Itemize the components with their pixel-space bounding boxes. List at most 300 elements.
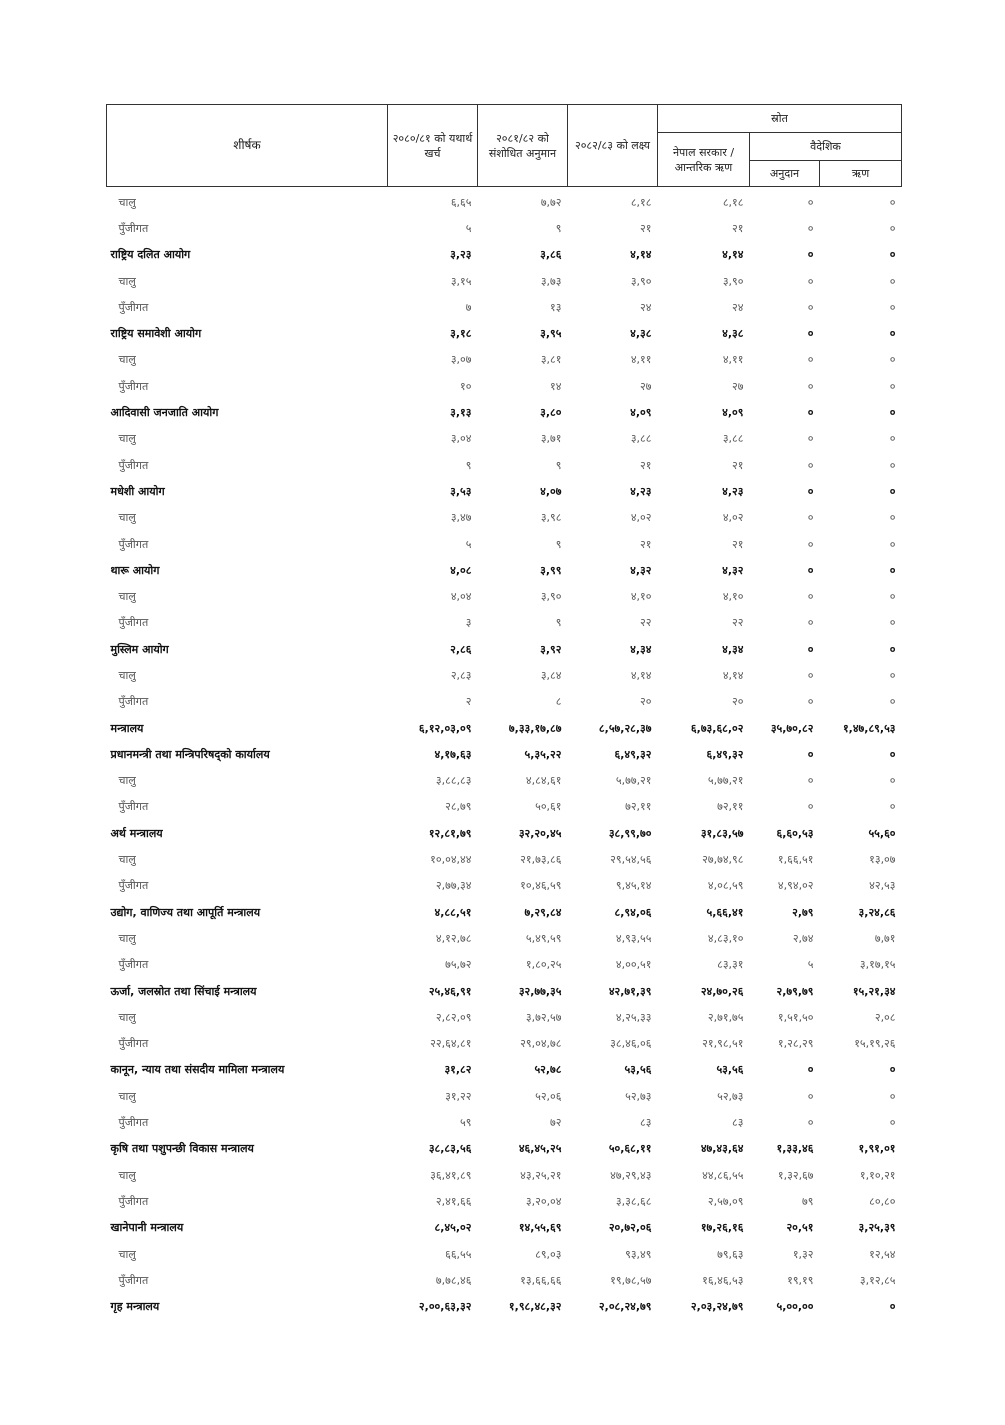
value-actual: ४,१२,७८ <box>435 931 472 945</box>
row-label: खानेपानी मन्त्रालय <box>110 1221 184 1235</box>
value-target: ४,११ <box>630 353 652 367</box>
value-grant: २०,५१ <box>786 1221 814 1235</box>
value-revised: ९ <box>555 221 562 235</box>
value-actual: ३ <box>465 616 472 630</box>
value-grant: ० <box>807 616 814 630</box>
row-label: आदिवासी जनजाति आयोग <box>110 406 219 420</box>
value-grant: ६,६०,५३ <box>776 826 814 840</box>
value-grant: ० <box>807 537 814 551</box>
value-loan: ० <box>889 1089 896 1103</box>
row-label: चालु <box>118 432 136 446</box>
value-target: ४,३२ <box>630 563 652 577</box>
value-nepal-government: ८,१८ <box>722 195 744 209</box>
value-target: २४ <box>640 300 652 314</box>
value-actual: ३८,८३,५६ <box>428 1142 472 1156</box>
row-label: चालु <box>118 511 136 525</box>
value-nepal-government: ३१,८३,५७ <box>700 826 744 840</box>
value-actual: ४,०८ <box>450 563 472 577</box>
value-actual: ३,८८,८३ <box>435 774 472 788</box>
row-label: पुँजीगत <box>118 1116 149 1130</box>
value-revised: ३२,७७,३५ <box>518 984 562 998</box>
value-revised: ३,८४ <box>540 668 562 682</box>
value-loan: ० <box>889 327 896 341</box>
value-target: २७ <box>640 379 652 393</box>
value-actual: ३,०७ <box>450 353 472 367</box>
value-loan: ३,१२,८५ <box>859 1273 896 1287</box>
value-target: ८,५७,२८,३७ <box>598 721 652 735</box>
value-revised: ३२,२०,४५ <box>518 826 562 840</box>
row-label: पुँजीगत <box>118 379 149 393</box>
value-nepal-government: २४,७०,२६ <box>700 984 744 998</box>
value-nepal-government: ४,११ <box>722 353 744 367</box>
value-loan: ० <box>889 668 896 682</box>
table-row <box>107 452 902 478</box>
table-row <box>107 952 902 978</box>
row-label: चालु <box>118 353 136 367</box>
value-grant: ० <box>807 195 814 209</box>
row-label: प्रधानमन्त्री तथा मन्त्रिपरिषद्को कार्यालय <box>110 747 270 761</box>
table-row <box>107 846 902 872</box>
value-target: ६,४९,३२ <box>614 747 652 761</box>
value-grant: ० <box>807 642 814 656</box>
row-label: चालु <box>118 1247 136 1261</box>
value-grant: १,६६,५१ <box>777 853 814 867</box>
value-grant: ० <box>807 511 814 525</box>
value-nepal-government: ३,९० <box>722 274 744 288</box>
value-target: ९३,४९ <box>625 1247 652 1261</box>
value-loan: ० <box>889 406 896 420</box>
value-nepal-government: ५,७७,२१ <box>707 774 744 788</box>
value-grant: ० <box>807 590 814 604</box>
value-target: ४,००,५१ <box>615 958 652 972</box>
value-actual: ५ <box>465 221 472 235</box>
row-label: चालु <box>118 668 136 682</box>
value-target: २१ <box>640 221 652 235</box>
value-grant: ० <box>807 300 814 314</box>
value-loan: १,४७,८९,५३ <box>842 721 896 735</box>
table-row <box>107 187 902 216</box>
table-row-heading <box>107 242 902 268</box>
row-label: पुँजीगत <box>118 879 149 893</box>
value-nepal-government: ४,०२ <box>722 511 744 525</box>
value-target: ३,३८,६८ <box>615 1194 652 1208</box>
table-row <box>107 1004 902 1030</box>
value-actual: ७५,७२ <box>445 958 472 972</box>
value-loan: ० <box>889 221 896 235</box>
value-actual: ३१,२२ <box>445 1089 472 1103</box>
value-actual: ३,२३ <box>450 248 472 262</box>
value-loan: १,९१,०१ <box>858 1142 896 1156</box>
header-col-target: २०८२/८३ को लक्ष्य <box>568 105 658 187</box>
header-col-revised: २०८१/८२ को संशोधित अनुमान <box>478 105 568 187</box>
value-revised: १३ <box>550 300 562 314</box>
value-grant: ० <box>807 248 814 262</box>
value-revised: ४,८४,६१ <box>525 774 562 788</box>
table-row-heading <box>107 1293 902 1319</box>
value-revised: ३,२०,०४ <box>525 1194 562 1208</box>
table-row <box>107 531 902 557</box>
value-loan: ० <box>889 511 896 525</box>
value-target: २० <box>640 695 652 709</box>
header-source: स्रोत <box>658 105 902 133</box>
value-grant: ० <box>807 274 814 288</box>
value-target: ८३ <box>640 1116 652 1130</box>
value-revised: ४६,४५,२५ <box>518 1142 562 1156</box>
value-actual: ४,१७,६३ <box>434 747 472 761</box>
header-col-actual: २०८०/८१ को यथार्थ खर्च <box>388 105 478 187</box>
value-revised: ३,९५ <box>540 327 562 341</box>
table-row <box>107 689 902 715</box>
value-revised: ५,४९,५९ <box>525 931 562 945</box>
value-loan: ० <box>889 563 896 577</box>
row-label: चालु <box>118 1089 136 1103</box>
table-row-heading <box>107 399 902 425</box>
value-actual: ४,८८,५१ <box>434 905 472 919</box>
table-row <box>107 347 902 373</box>
value-grant: ० <box>807 1089 814 1103</box>
value-nepal-government: २० <box>732 695 744 709</box>
value-grant: २,७९ <box>792 905 814 919</box>
value-actual: ६,१२,०३,०९ <box>418 721 472 735</box>
table-row-heading <box>107 1136 902 1162</box>
value-actual: २,८२,०९ <box>435 1010 472 1024</box>
value-actual: २५,४६,९१ <box>428 984 472 998</box>
value-nepal-government: ४,१४ <box>722 248 744 262</box>
table-row <box>107 1162 902 1188</box>
value-actual: २,८३ <box>450 668 472 682</box>
value-nepal-government: ५३,५६ <box>716 1063 744 1077</box>
table-row-heading <box>107 320 902 346</box>
value-target: ४,१० <box>630 590 652 604</box>
value-nepal-government: ४,१० <box>722 590 744 604</box>
value-grant: १,३३,४६ <box>776 1142 814 1156</box>
table-row <box>107 662 902 688</box>
value-target: ८,१८ <box>630 195 652 209</box>
value-grant: ० <box>807 406 814 420</box>
value-revised: ८ <box>555 695 562 709</box>
value-revised: ९ <box>555 616 562 630</box>
value-loan: ० <box>889 432 896 446</box>
row-label: मन्त्रालय <box>110 721 144 735</box>
value-actual: १२,८१,७९ <box>428 826 472 840</box>
header-loan: ऋण <box>820 161 902 187</box>
row-label: पुँजीगत <box>118 458 149 472</box>
value-loan: ० <box>889 800 896 814</box>
row-label: कानून, न्याय तथा संसदीय मामिला मन्त्रालय <box>110 1063 285 1077</box>
value-target: ५२,७३ <box>625 1089 652 1103</box>
value-target: ४,२५,३३ <box>615 1010 652 1024</box>
value-target: १९,७८,५७ <box>610 1273 652 1287</box>
value-target: २२ <box>640 616 652 630</box>
value-revised: १,८०,२५ <box>525 958 562 972</box>
value-nepal-government: २४ <box>732 300 744 314</box>
value-grant: ० <box>807 353 814 367</box>
row-label: चालु <box>118 195 136 209</box>
value-actual: ४,०४ <box>450 590 472 604</box>
value-revised: १४,५५,६९ <box>518 1221 562 1235</box>
table-row <box>107 426 902 452</box>
table-row <box>107 583 902 609</box>
value-actual: ५ <box>465 537 472 551</box>
value-loan: १५,२१,३४ <box>852 984 896 998</box>
value-nepal-government: ४,८३,१० <box>707 931 744 945</box>
table-row <box>107 294 902 320</box>
table-row <box>107 505 902 531</box>
table-row <box>107 873 902 899</box>
value-actual: ३,१३ <box>450 406 472 420</box>
value-actual: ८,४५,०२ <box>434 1221 472 1235</box>
value-grant: २,७९,७९ <box>776 984 814 998</box>
value-target: ३,९० <box>630 274 652 288</box>
row-label: चालु <box>118 931 136 945</box>
value-revised: १३,६६,६६ <box>520 1273 562 1287</box>
row-label: पुँजीगत <box>118 1273 149 1287</box>
value-revised: ३,७२,५७ <box>525 1010 562 1024</box>
value-grant: १९,१९ <box>787 1273 814 1287</box>
table-row <box>107 373 902 399</box>
row-label: पुँजीगत <box>118 958 149 972</box>
value-grant: ३५,७०,८२ <box>770 721 814 735</box>
value-target: ८,९४,०६ <box>614 905 652 919</box>
value-actual: ३,१८ <box>450 327 472 341</box>
value-grant: ० <box>807 563 814 577</box>
value-nepal-government: ८३,३१ <box>717 958 744 972</box>
table-row <box>107 794 902 820</box>
row-label: चालु <box>118 590 136 604</box>
row-label: पुँजीगत <box>118 300 149 314</box>
row-label: पुँजीगत <box>118 800 149 814</box>
value-nepal-government: ६,४९,३२ <box>706 747 744 761</box>
row-label: पुँजीगत <box>118 1037 149 1051</box>
table-row <box>107 215 902 241</box>
value-revised: १०,४६,५९ <box>520 879 562 893</box>
value-grant: ४,९४,०२ <box>777 879 814 893</box>
table-row-heading <box>107 899 902 925</box>
table-row <box>107 925 902 951</box>
value-actual: ५९ <box>460 1116 472 1130</box>
header-title: शीर्षक <box>107 105 388 187</box>
value-nepal-government: १७,२६,१६ <box>700 1221 744 1235</box>
value-revised: ७२ <box>550 1116 562 1130</box>
value-loan: ० <box>889 1300 896 1314</box>
value-loan: ० <box>889 248 896 262</box>
value-target: ४,०२ <box>630 511 652 525</box>
row-label: थारू आयोग <box>110 563 160 577</box>
table-header <box>107 105 902 187</box>
value-grant: १,३२ <box>792 1247 814 1261</box>
table-row-heading <box>107 1057 902 1083</box>
table-row <box>107 1267 902 1293</box>
value-target: ४२,७१,३९ <box>608 984 652 998</box>
value-nepal-government: ४७,४३,६४ <box>700 1142 744 1156</box>
value-actual: २ <box>465 695 472 709</box>
value-loan: २,०८ <box>874 1010 896 1024</box>
value-revised: ४,०७ <box>540 484 562 498</box>
value-loan: ३,२४,८६ <box>858 905 896 919</box>
value-grant: ० <box>807 668 814 682</box>
value-target: ४,३८ <box>630 327 652 341</box>
value-nepal-government: ७९,६३ <box>717 1247 744 1261</box>
value-nepal-government: २१,९८,५१ <box>702 1037 744 1051</box>
value-nepal-government: २,०३,२४,७९ <box>690 1300 744 1314</box>
row-label: ऊर्जा, जलस्रोत तथा सिंचाई मन्त्रालय <box>110 984 257 998</box>
value-revised: ३,७३ <box>540 274 562 288</box>
value-nepal-government: ७२,११ <box>717 800 744 814</box>
value-revised: २९,०४,७८ <box>520 1037 562 1051</box>
table-row <box>107 768 902 794</box>
value-grant: ५ <box>807 958 814 972</box>
table-row <box>107 1083 902 1109</box>
value-actual: ९ <box>465 458 472 472</box>
value-nepal-government: ४,०८,५९ <box>707 879 744 893</box>
value-nepal-government: २१ <box>732 221 744 235</box>
value-revised: ३,९९ <box>540 563 562 577</box>
value-revised: ५२,०६ <box>535 1089 562 1103</box>
value-nepal-government: २७ <box>732 379 744 393</box>
value-loan: ४२,५३ <box>869 879 896 893</box>
value-actual: २,००,६३,३२ <box>418 1300 472 1314</box>
value-grant: ० <box>807 774 814 788</box>
value-grant: ० <box>807 221 814 235</box>
budget-table <box>106 104 902 1320</box>
value-loan: ० <box>889 484 896 498</box>
value-nepal-government: ४,३८ <box>722 327 744 341</box>
value-grant: ७९ <box>802 1194 814 1208</box>
value-target: २१ <box>640 537 652 551</box>
row-label: पुँजीगत <box>118 695 149 709</box>
value-actual: २,४१,६६ <box>435 1194 472 1208</box>
value-nepal-government: ८३ <box>732 1116 744 1130</box>
value-revised: ५,३५,२२ <box>524 747 562 761</box>
value-loan: ० <box>889 642 896 656</box>
header-foreign: वैदेशिक <box>750 133 902 161</box>
value-nepal-government: ४,१४ <box>722 668 744 682</box>
value-nepal-government: २१ <box>732 537 744 551</box>
value-revised: ३,९८ <box>540 511 562 525</box>
value-grant: ० <box>807 327 814 341</box>
row-label: अर्थ मन्त्रालय <box>110 826 163 840</box>
value-grant: ० <box>807 695 814 709</box>
value-actual: ६६,५५ <box>445 1247 472 1261</box>
value-loan: १२,५४ <box>869 1247 896 1261</box>
value-revised: ७,२९,८४ <box>524 905 562 919</box>
value-loan: ० <box>889 590 896 604</box>
row-label: राष्ट्रिय समावेशी आयोग <box>110 327 202 341</box>
value-loan: ५५,६० <box>868 826 896 840</box>
header-grant: अनुदान <box>750 161 820 187</box>
value-revised: ३,८१ <box>540 353 562 367</box>
header-nepal-government: नेपाल सरकार / आन्तरिक ऋण <box>658 133 750 187</box>
value-grant: ० <box>807 484 814 498</box>
value-loan: ० <box>889 300 896 314</box>
table-row <box>107 1188 902 1214</box>
table-row-heading <box>107 557 902 583</box>
value-revised: १,९८,४८,३२ <box>508 1300 562 1314</box>
value-grant: ० <box>807 432 814 446</box>
value-grant: २,७४ <box>792 931 814 945</box>
table-row <box>107 1241 902 1267</box>
value-loan: ० <box>889 353 896 367</box>
value-actual: ३,१५ <box>450 274 472 288</box>
row-label: चालु <box>118 853 136 867</box>
value-revised: ३,८६ <box>540 248 562 262</box>
value-revised: ७,३३,१७,८७ <box>508 721 562 735</box>
row-label: राष्ट्रिय दलित आयोग <box>110 248 191 262</box>
value-target: २०,७२,०६ <box>608 1221 652 1235</box>
value-target: ५,७७,२१ <box>615 774 652 788</box>
budget-document <box>106 104 901 1320</box>
value-nepal-government: २७,७४,९८ <box>702 853 744 867</box>
table-row <box>107 268 902 294</box>
value-target: २९,५४,५६ <box>610 853 652 867</box>
value-grant: १,३२,६७ <box>777 1168 814 1182</box>
table-row-heading <box>107 978 902 1004</box>
value-loan: १३,०७ <box>869 853 896 867</box>
value-loan: ० <box>889 274 896 288</box>
value-revised: ३,९२ <box>540 642 562 656</box>
table-row-heading <box>107 820 902 846</box>
value-loan: १५,१९,२६ <box>854 1037 896 1051</box>
value-revised: ५०,६१ <box>535 800 562 814</box>
value-revised: ३,८० <box>540 406 562 420</box>
value-target: ७२,११ <box>625 800 652 814</box>
value-target: ४७,२९,४३ <box>610 1168 652 1182</box>
value-loan: ० <box>889 195 896 209</box>
table-row-heading <box>107 715 902 741</box>
table-row <box>107 1109 902 1135</box>
value-nepal-government: २२ <box>732 616 744 630</box>
value-actual: ३,५३ <box>450 484 472 498</box>
value-loan: १,१०,२१ <box>859 1168 896 1182</box>
value-revised: ३,७१ <box>540 432 562 446</box>
value-loan: ० <box>889 747 896 761</box>
value-loan: ० <box>889 379 896 393</box>
row-label: पुँजीगत <box>118 616 149 630</box>
value-nepal-government: ३,८८ <box>722 432 744 446</box>
row-label: उद्योग, वाणिज्य तथा आपूर्ति मन्त्रालय <box>110 905 261 919</box>
row-label: मधेशी आयोग <box>110 484 165 498</box>
value-grant: ० <box>807 458 814 472</box>
value-revised: ७,७२ <box>540 195 562 209</box>
value-target: ४,९३,५५ <box>615 931 652 945</box>
row-label: गृह मन्त्रालय <box>110 1300 160 1314</box>
value-revised: ८९,०३ <box>535 1247 562 1261</box>
value-actual: ३,०४ <box>450 432 472 446</box>
value-revised: ५२,७८ <box>534 1063 562 1077</box>
value-revised: ९ <box>555 537 562 551</box>
value-nepal-government: ४,३२ <box>722 563 744 577</box>
value-grant: १,५१,५० <box>777 1010 814 1024</box>
value-target: ३,८८ <box>630 432 652 446</box>
value-loan: ३,२५,३९ <box>858 1221 896 1235</box>
value-nepal-government: ५२,७३ <box>717 1089 744 1103</box>
value-nepal-government: २,७१,७५ <box>707 1010 744 1024</box>
value-nepal-government: २,५७,०९ <box>707 1194 744 1208</box>
value-target: ४,१४ <box>630 668 652 682</box>
value-target: ४,२३ <box>630 484 652 498</box>
value-target: ५०,६८,११ <box>608 1142 652 1156</box>
value-loan: ० <box>889 537 896 551</box>
value-grant: १,२८,२९ <box>777 1037 814 1051</box>
value-nepal-government: १६,४६,५३ <box>702 1273 744 1287</box>
table-row-heading <box>107 478 902 504</box>
value-nepal-government: ४,२३ <box>722 484 744 498</box>
value-revised: ३,९० <box>540 590 562 604</box>
value-loan: ३,१७,१५ <box>859 958 896 972</box>
value-actual: १०,०४,४४ <box>430 853 472 867</box>
value-actual: ३,४७ <box>450 511 472 525</box>
row-label: पुँजीगत <box>118 221 149 235</box>
